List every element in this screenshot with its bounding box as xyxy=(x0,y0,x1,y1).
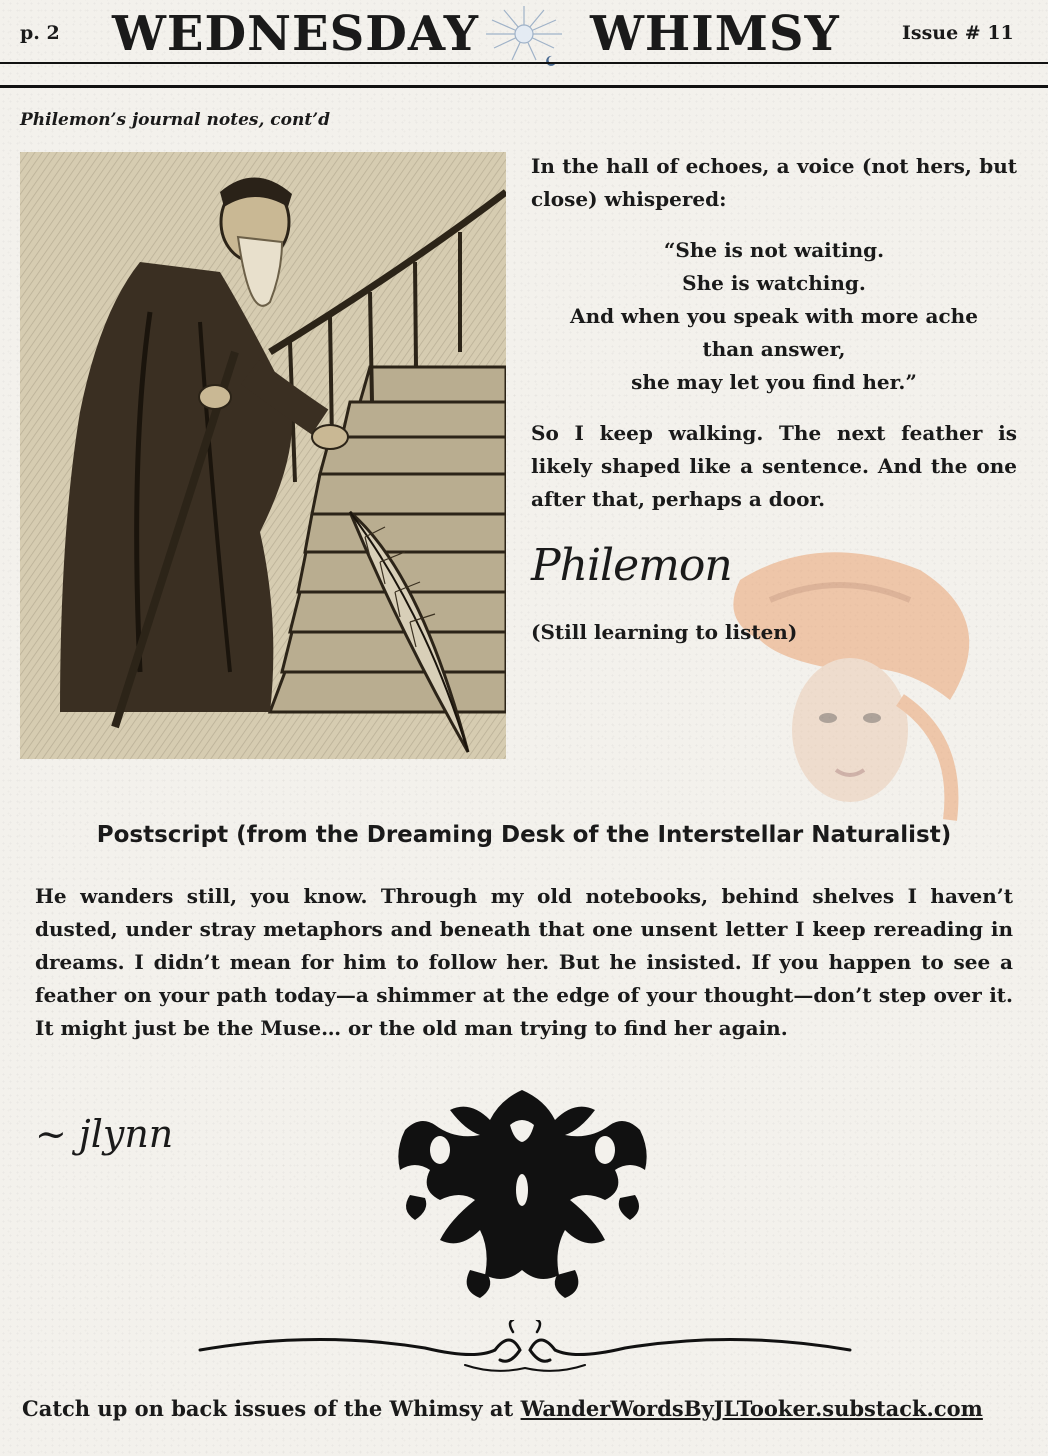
substack-link[interactable]: WanderWordsByJLTooker.substack.com xyxy=(520,1396,983,1421)
footer xyxy=(22,1396,983,1421)
quote-line: And when you speak with more ache xyxy=(570,304,978,328)
quote-line: “She is not waiting. xyxy=(663,238,885,262)
section-subhead: Philemon’s journal notes, cont’d xyxy=(20,110,331,130)
quote-line: than answer, xyxy=(702,337,846,361)
footer-text: Catch up on back issues of the Whimsy at xyxy=(22,1396,521,1421)
journal-quote xyxy=(531,234,1017,399)
old-man-staircase-feather-illustration xyxy=(20,152,506,759)
masthead-title-right: WHIMSY xyxy=(590,6,840,62)
quote-line: she may let you find her.” xyxy=(631,370,917,394)
inkblot-icon xyxy=(380,1080,665,1305)
muse-portrait-image xyxy=(700,540,990,830)
philemon-signature: Philemon xyxy=(531,540,732,591)
sun-moon-icon xyxy=(474,4,574,70)
journal-paragraph-2: So I keep walking. The next feather is likely shaped like a sentence. And the one after that, perhaps a door. xyxy=(531,421,1017,511)
journal-paragraph-1: In the hall of echoes, a voice (not hers, but close) whispered: xyxy=(531,154,1017,211)
postscript-body: He wanders still, you know. Through my old notebooks, behind shelves I haven’t dusted, under stray metaphors and beneath that one unsent letter I keep rereading in dreams. I didn’t mean for him to follow her. But he insisted. If you happen to see a feather on your path today—a shimmer at the edge of your thought—don’t step over it. It might just be the Muse… or the old man trying to find her again. xyxy=(35,884,1013,1040)
postscript-heading: Postscript (from the Dreaming Desk of the Interstellar Naturalist) xyxy=(96,822,952,848)
signature-note: (Still learning to listen) xyxy=(531,620,798,644)
masthead-rule-top xyxy=(0,62,1048,64)
flourish-divider-icon xyxy=(195,1320,855,1380)
page-number: p. 2 xyxy=(20,22,60,44)
jlynn-signoff: ~ jlynn xyxy=(35,1112,174,1156)
quote-line: She is watching. xyxy=(682,271,866,295)
issue-number: Issue # 11 xyxy=(902,22,1014,44)
masthead-title-left: WEDNESDAY xyxy=(112,6,479,62)
masthead-rule-bottom xyxy=(0,85,1048,88)
